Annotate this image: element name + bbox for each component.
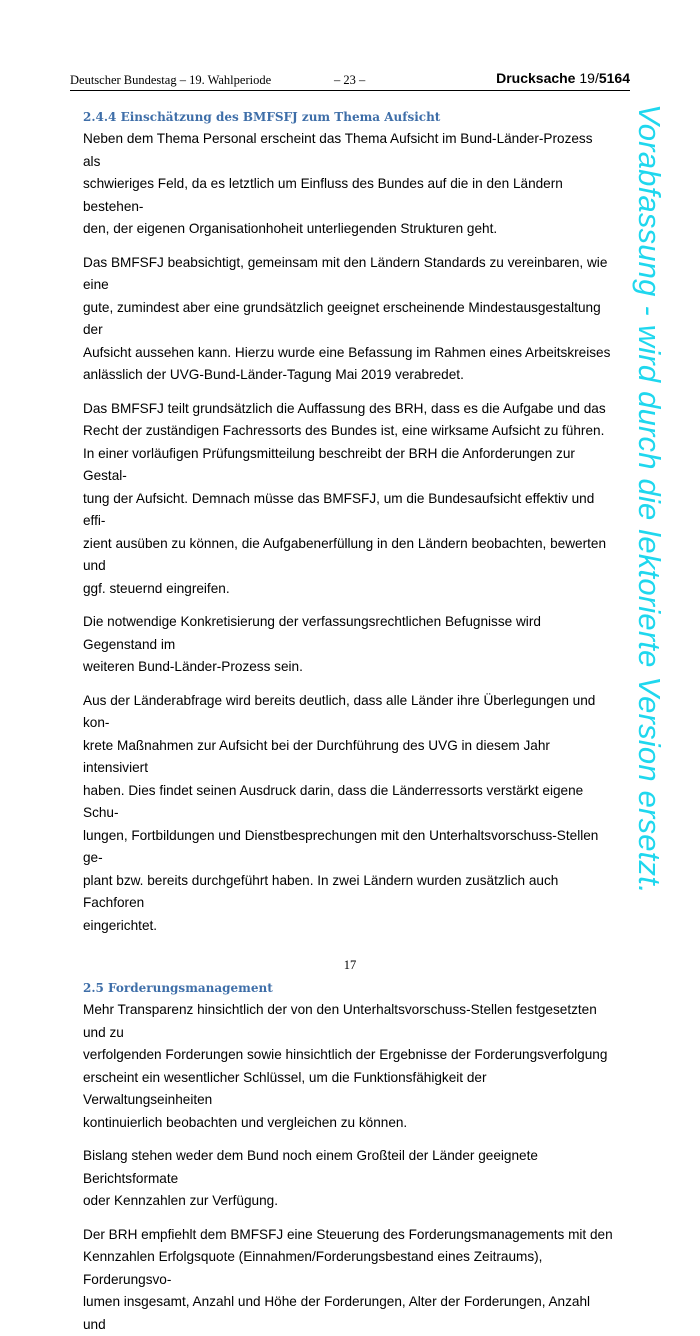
- text-line: den, der eigenen Organisationhoheit unterliegenden Strukturen geht.: [83, 221, 497, 236]
- text-line: lumen insgesamt, Anzahl und Höhe der Forderungen, Alter der Forderungen, Anzahl und: [83, 1294, 590, 1332]
- text-line: Das BMFSFJ teilt grundsätzlich die Auffassung des BRH, dass es die Aufgabe und das: [83, 401, 606, 416]
- text-line: tung der Aufsicht. Demnach müsse das BMFSFJ, um die Bundesaufsicht effektiv und effi-: [83, 491, 594, 529]
- section-heading-aufsicht: 2.4.4 Einschätzung des BMFSFJ zum Thema Aufsicht: [83, 108, 613, 128]
- paragraph: [83, 611, 613, 679]
- paragraph: [83, 128, 613, 241]
- text-line: lungen, Fortbildungen und Dienstbesprechungen mit den Unterhaltsvorschuss-Stellen ge-: [83, 828, 598, 866]
- header-drucksache-number: 5164: [599, 70, 630, 86]
- paragraph: [83, 999, 613, 1134]
- page-header: [70, 70, 630, 91]
- text-line: Das BMFSFJ beabsichtigt, gemeinsam mit den Ländern Standards zu vereinbaren, wie eine: [83, 255, 607, 293]
- text-line: Recht der zuständigen Fachressorts des Bundes ist, eine wirksame Aufsicht zu führen.: [83, 423, 604, 438]
- paragraph: [83, 690, 613, 938]
- text-line: Bislang stehen weder dem Bund noch einem Großteil der Länder geeignete Berichtsformate: [83, 1148, 538, 1186]
- document-body: [83, 108, 613, 1336]
- text-line: zient ausüben zu können, die Aufgabenerfüllung in den Ländern beobachten, bewerten und: [83, 536, 606, 574]
- paragraph: [83, 1224, 613, 1336]
- text-line: krete Maßnahmen zur Aufsicht bei der Durchführung des UVG in diesem Jahr intensiviert: [83, 738, 550, 776]
- page-number: 17: [0, 958, 700, 973]
- text-line: schwieriges Feld, da es letztlich um Einfluss des Bundes auf die in den Ländern bestehen-: [83, 176, 563, 214]
- text-line: erscheint ein wesentlicher Schlüssel, um die Funktionsfähigkeit der Verwaltungseinheiten: [83, 1070, 487, 1108]
- header-publication: Deutscher Bundestag – 19. Wahlperiode: [70, 73, 271, 88]
- header-drucksache-label: Drucksache: [496, 70, 575, 86]
- text-line: anlässlich der UVG-Bund-Länder-Tagung Mai 2019 verabredet.: [83, 367, 464, 382]
- text-line: gute, zumindest aber eine grundsätzlich geeignet erscheinende Mindestausgestaltung der: [83, 300, 601, 338]
- header-document-id: [496, 70, 630, 86]
- paragraph: [83, 398, 613, 601]
- text-line: kontinuierlich beobachten und vergleichen zu können.: [83, 1115, 407, 1130]
- text-line: verfolgenden Forderungen sowie hinsichtlich der Ergebnisse der Forderungsverfolgung: [83, 1047, 607, 1062]
- text-line: eingerichtet.: [83, 918, 157, 933]
- text-line: Mehr Transparenz hinsichtlich der von den Unterhaltsvorschuss-Stellen festgesetzten und zu: [83, 1002, 597, 1040]
- text-line: plant bzw. bereits durchgeführt haben. In zwei Ländern wurden zusätzlich auch Fachforen: [83, 873, 558, 911]
- text-line: weiteren Bund-Länder-Prozess sein.: [83, 659, 303, 674]
- text-line: Der BRH empfiehlt dem BMFSFJ eine Steuerung des Forderungsmanagements mit den: [83, 1227, 613, 1242]
- text-line: Neben dem Thema Personal erscheint das Thema Aufsicht im Bund-Länder-Prozess als: [83, 131, 593, 169]
- header-page-number: – 23 –: [334, 73, 365, 88]
- watermark-text: Vorabfassung - wird durch die lektorierte Version ersetzt.: [631, 104, 667, 894]
- paragraph: [83, 252, 613, 387]
- text-line: Aus der Länderabfrage wird bereits deutlich, dass alle Länder ihre Überlegungen und kon-: [83, 693, 595, 731]
- header-drucksache-prefix: 19/: [579, 70, 598, 86]
- text-line: Aufsicht aussehen kann. Hierzu wurde eine Befassung im Rahmen eines Arbeitskreises: [83, 345, 610, 360]
- paragraph: [83, 1145, 613, 1213]
- text-line: Kennzahlen Erfolgsquote (Einnahmen/Forderungsbestand eines Zeitraums), Forderungsvo-: [83, 1249, 542, 1287]
- text-line: oder Kennzahlen zur Verfügung.: [83, 1193, 278, 1208]
- text-line: Die notwendige Konkretisierung der verfassungsrechtlichen Befugnisse wird Gegenstand im: [83, 614, 541, 652]
- text-line: In einer vorläufigen Prüfungsmitteilung beschreibt der BRH die Anforderungen zur Gestal-: [83, 446, 575, 484]
- text-line: ggf. steuernd eingreifen.: [83, 581, 230, 596]
- watermark-vorabfassung: [604, 104, 694, 910]
- text-line: haben. Dies findet seinen Ausdruck darin, dass die Länderressorts verstärkt eigene Schu-: [83, 783, 583, 821]
- section-heading-forderungsmanagement: 2.5 Forderungsmanagement: [83, 979, 613, 999]
